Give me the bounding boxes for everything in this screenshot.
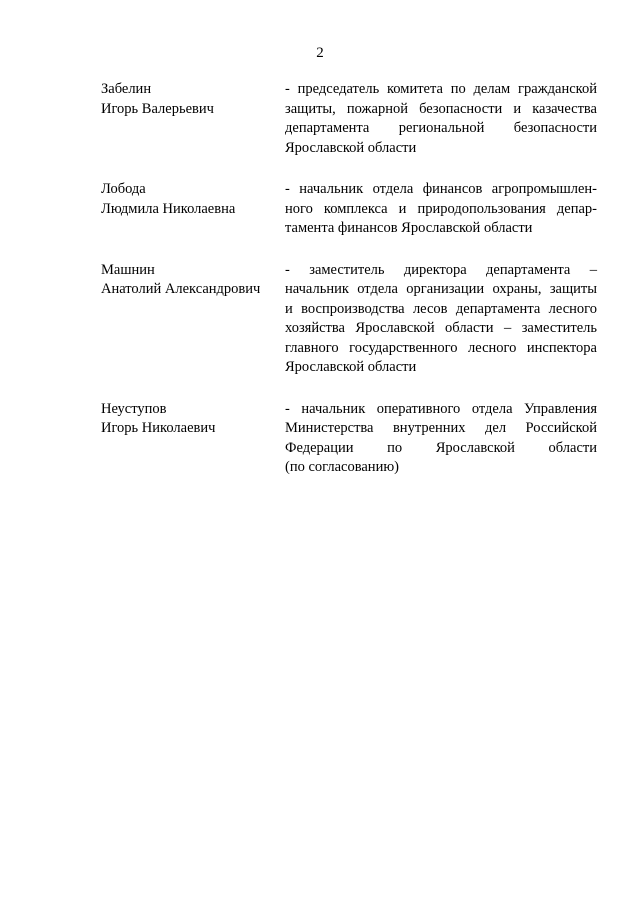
member-position: [285, 180, 597, 239]
member-position: [285, 261, 597, 378]
member-name: [101, 261, 285, 378]
members-list: [101, 80, 597, 500]
position-line: - заместитель директора департамента –: [285, 261, 597, 278]
position-line: ного комплекса и природопользования депар-: [285, 200, 597, 217]
member-given-name: Игорь Валерьевич: [101, 100, 214, 117]
position-line: (по согласованию): [285, 459, 399, 475]
member-entry: [101, 261, 597, 378]
member-given-name: Людмила Николаевна: [101, 200, 236, 217]
member-surname: Неуступов: [101, 400, 167, 417]
member-entry: [101, 80, 597, 158]
position-line: департамента региональной безопасности: [285, 120, 597, 136]
member-position: [285, 80, 597, 158]
position-line: - начальник оперативного отдела Управления: [285, 400, 597, 417]
member-surname: Машнин: [101, 261, 155, 278]
position-line: Федерации по Ярославской области: [285, 439, 597, 456]
member-entry: [101, 180, 597, 239]
position-line: - председатель комитета по делам гражданской: [285, 81, 597, 97]
member-given-name: Игорь Николаевич: [101, 420, 216, 436]
position-line: защиты, пожарной безопасности и казачества: [285, 100, 597, 117]
member-name: [101, 80, 285, 158]
member-name: [101, 180, 285, 239]
position-line: начальник отдела организации охраны, защиты: [285, 281, 597, 297]
member-position: [285, 400, 597, 478]
position-line: главного государственного лесного инспектора: [285, 339, 597, 356]
position-line: Ярославской области: [285, 139, 417, 156]
member-entry: [101, 400, 597, 478]
position-line: и воспроизводства лесов департамента лесного: [285, 300, 597, 317]
position-line: - начальник отдела финансов агропромышлен-: [285, 181, 597, 197]
page-number: 2: [316, 45, 324, 61]
member-name: [101, 400, 285, 478]
position-line: хозяйства Ярославской области – заместитель: [285, 320, 597, 336]
member-surname: Лобода: [101, 181, 146, 197]
member-surname: Забелин: [101, 81, 152, 97]
position-line: Ярославской области: [285, 359, 417, 375]
member-given-name: Анатолий Александрович: [101, 281, 261, 297]
position-line: тамента финансов Ярославской области: [285, 220, 533, 236]
position-line: Министерства внутренних дел Российской: [285, 420, 597, 436]
